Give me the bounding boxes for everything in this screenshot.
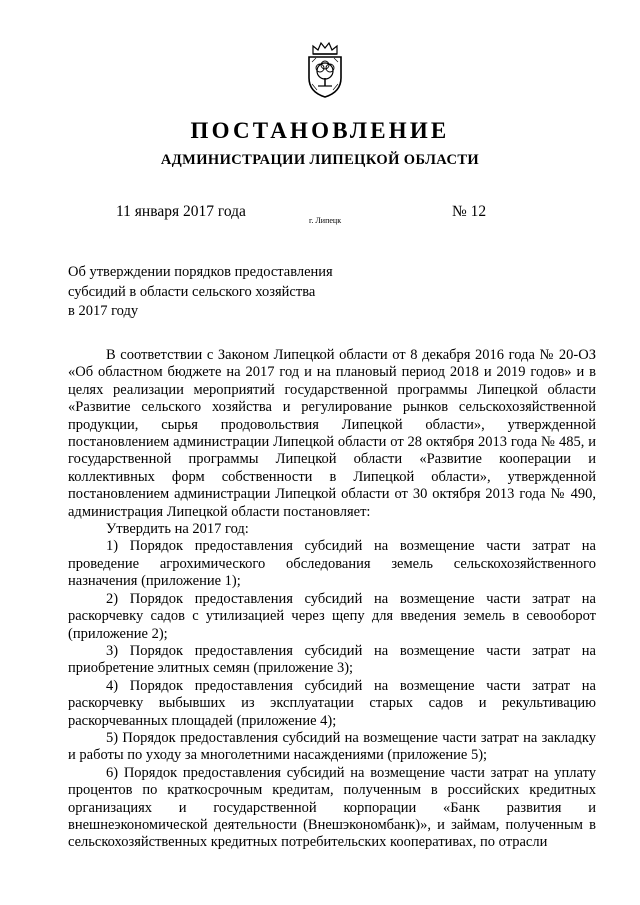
document-date: 11 января 2017 года <box>116 203 246 220</box>
list-item: 3) Порядок предоставления субсидий на возмещение части затрат на приобретение элитных семян (приложение 3); <box>68 642 596 677</box>
list-item: 4) Порядок предоставления субсидий на возмещение части затрат на раскорчевку выбывших из эксплуатации старых садов и рекультивацию раскорчеванных площадей (приложение 4); <box>68 677 596 729</box>
approve-paragraph: Утвердить на 2017 год: <box>106 521 249 538</box>
subject-line: Об утверждении порядков предоставления <box>68 264 333 280</box>
subject-line: в 2017 году <box>68 303 139 319</box>
list-item: 6) Порядок предоставления субсидий на возмещение части затрат на уплату процентов по краткосрочным кредитам, полученным в российских кредитных организациях и государственной корпорации «Банк развития и внешнеэкономической деятельности (Внешэкономбанк)», и займам, полученным в сельскохозяйственных кредитных потребительских кооперативах, по отрасли <box>68 764 596 851</box>
document-number: № 12 <box>452 203 487 220</box>
document-city: г. Липецк <box>309 216 342 225</box>
subject-line: субсидий в области сельского хозяйства <box>68 283 316 300</box>
issuing-authority: АДМИНИСТРАЦИИ ЛИПЕЦКОЙ ОБЛАСТИ <box>160 152 480 168</box>
document-title: ПОСТАНОВЛЕНИЕ <box>190 118 450 143</box>
list-item: 1) Порядок предоставления субсидий на возмещение части затрат на проведение агрохимического обследования земель сельскохозяйственного назначения (приложение 1); <box>68 538 596 590</box>
preamble-paragraph: В соответствии с Законом Липецкой области от 8 декабря 2016 года № 20-ОЗ «Об областном бюджете на 2017 год и на плановый период 2018 и 2019 годов» и в целях реализации мероприятий государственной программы Липецкой области «Развитие сельского хозяйства и регулирование рынков сельскохозяйственной продукции, сырья продовольствия Липецкой области», утвержденной постановлением администрации Липецкой области от 28 октября 2013 года № 485, и государственной программы Липецкой области «Развитие кооперации и коллективных форм собственности в Липецкой области», утвержденной постановлением администрации Липецкой области от 30 октября 2013 года № 490, администрация Липецкой области постановляет: <box>68 347 596 520</box>
document-subject <box>68 263 333 322</box>
document-body <box>68 347 596 852</box>
list-item: 5) Порядок предоставления субсидий на возмещение части затрат на закладку и работы по уходу за многолетними насаждениями (приложение 5); <box>68 729 596 764</box>
coat-of-arms-icon <box>300 40 350 100</box>
list-item: 2) Порядок предоставления субсидий на возмещение части затрат на раскорчевку садов с утилизацией через щепу для введения земель в севооборот (приложение 2); <box>68 590 596 642</box>
